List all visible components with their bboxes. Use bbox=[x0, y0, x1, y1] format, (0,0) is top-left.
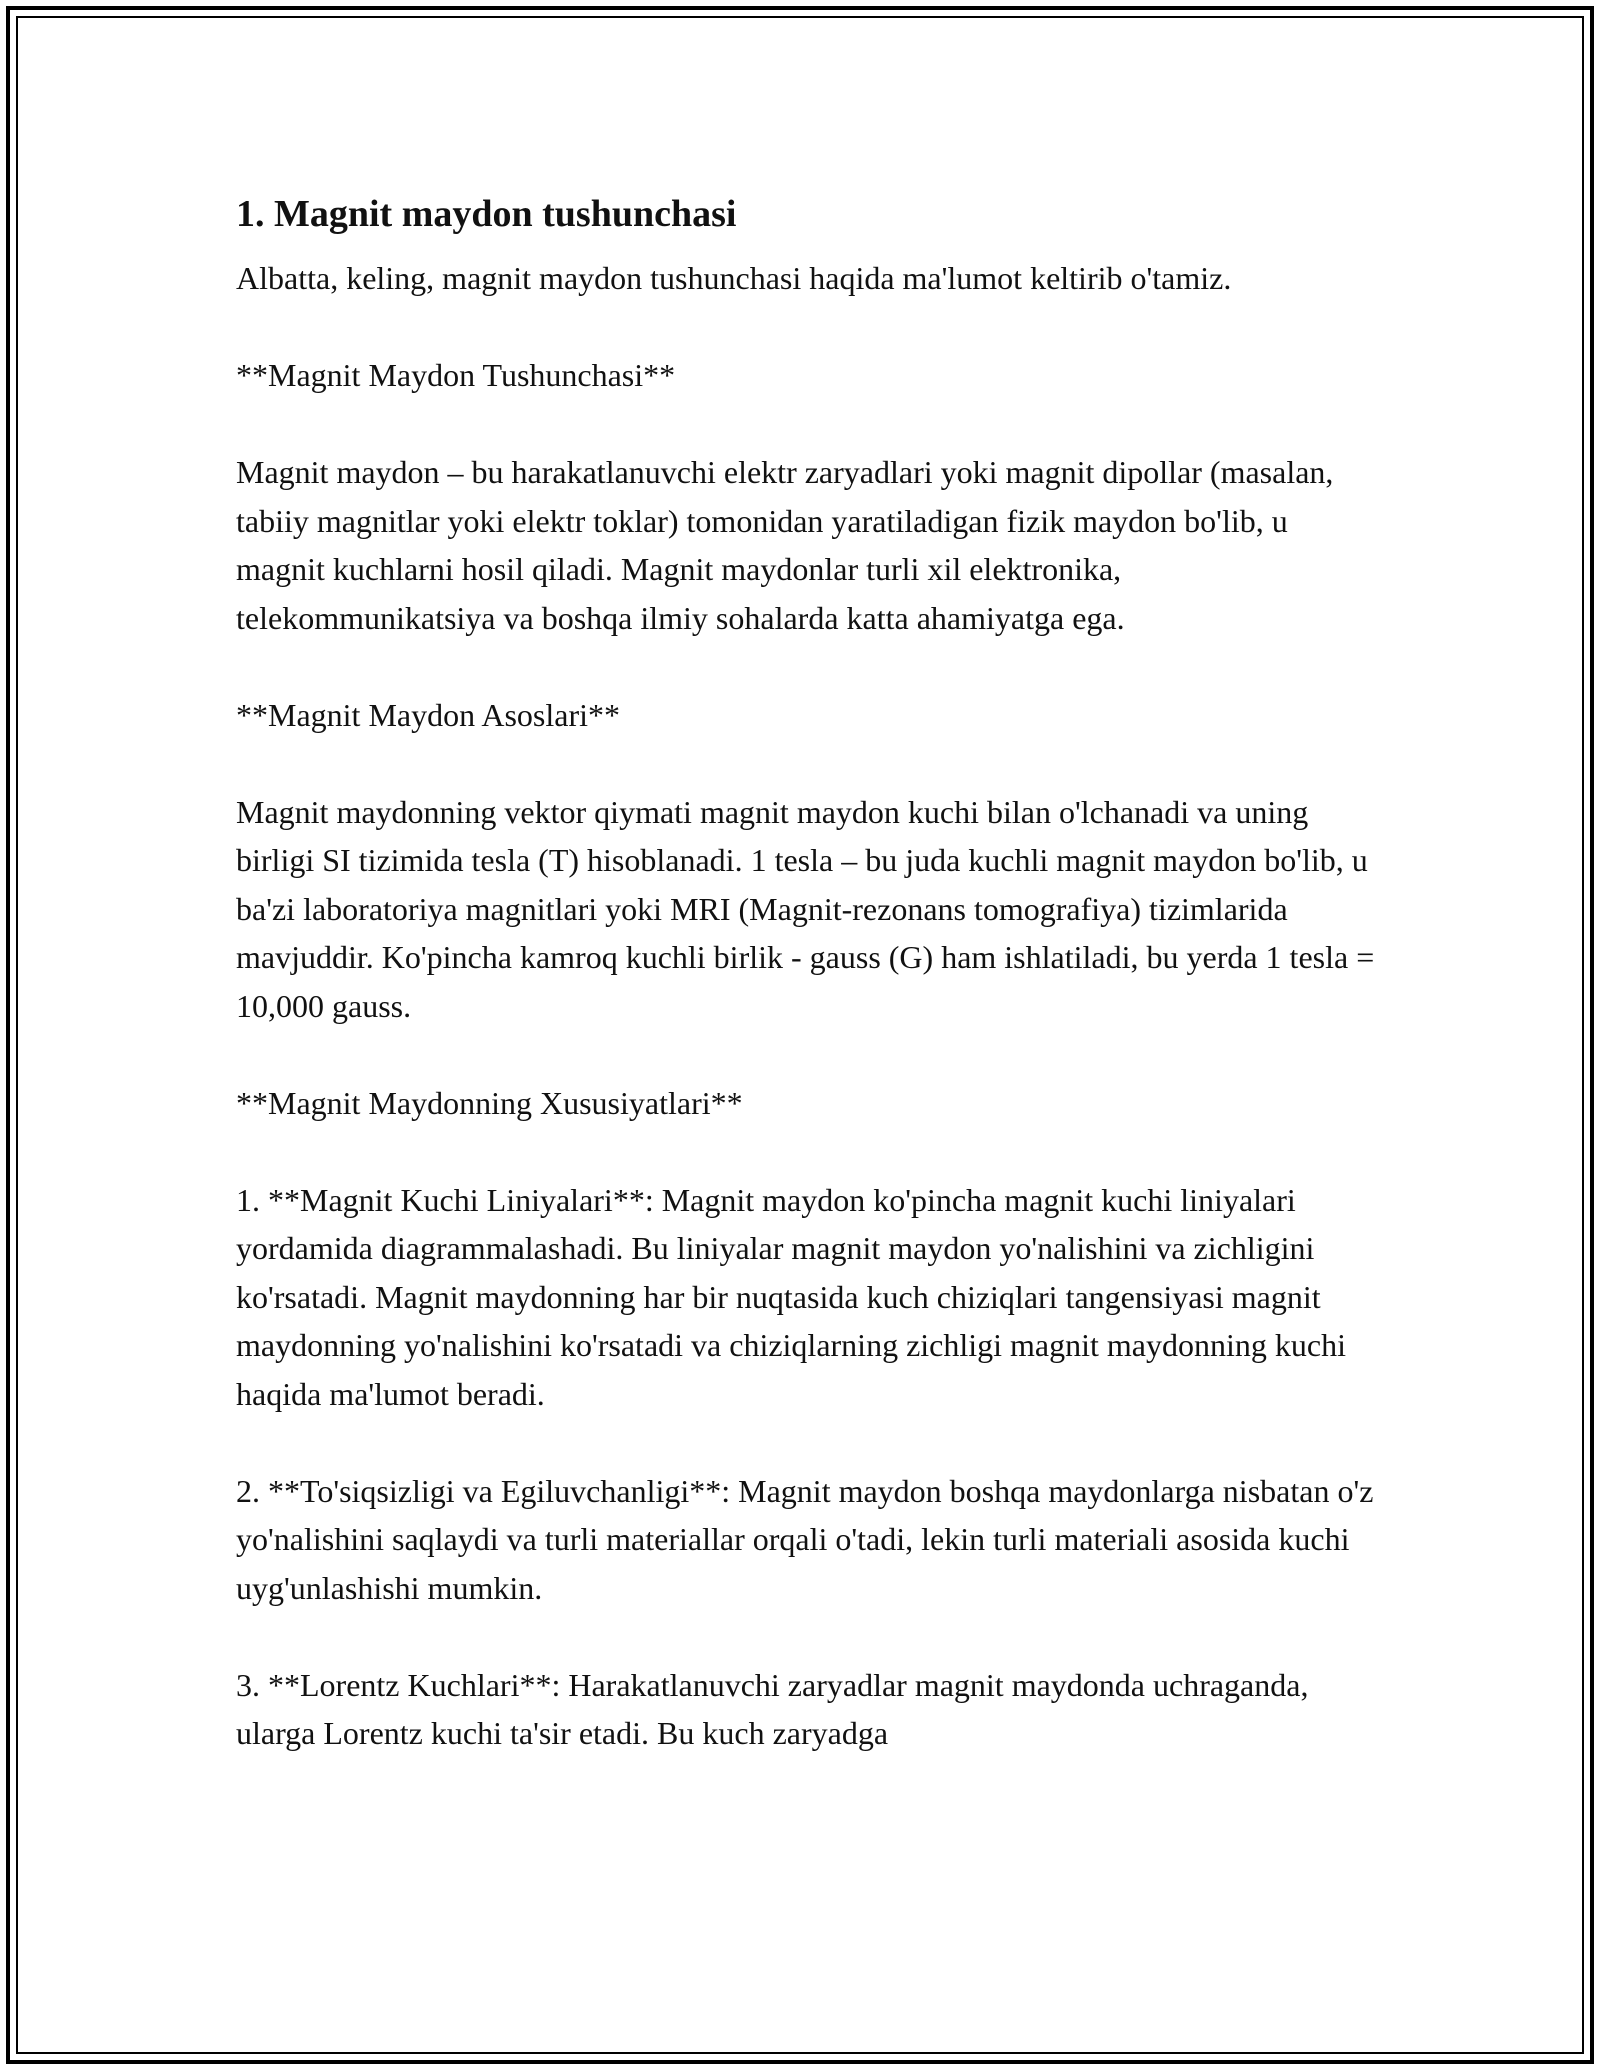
paragraph-units: Magnit maydonning vektor qiymati magnit maydon kuchi bilan o'lchanadi va uning birligi SI tizimida tesla (T) hisoblanadi. 1 tesla – bu juda kuchli magnit maydon bo'lib, u ba'zi laboratoriya magnitlari yoki MRI (Magnit-rezonans tomografiya) tizimlarida mavjuddir. Ko'pincha kamroq kuchli birlik - gauss (G) ham ishlatiladi, bu yerda 1 tesla = 10,000 gauss. bbox=[236, 793, 1375, 1024]
paragraph-definition: Magnit maydon – bu harakatlanuvchi elektr zaryadlari yoki magnit dipollar (masalan, tabiiy magnitlar yoki elektr toklar) tomonidan yaratiladigan fizik maydon bo'lib, u magnit kuchlarni hosil qiladi. Magnit maydonlar turli xil elektronika, telekommunikatsiya va boshqa ilmiy sohalarda katta ahamiyatga ega. bbox=[236, 454, 1334, 636]
paragraph-heading-tushunchasi: **Magnit Maydon Tushunchasi** bbox=[236, 357, 676, 393]
paragraph-heading-xususiyatlari: **Magnit Maydonning Xususiyatlari** bbox=[236, 1084, 743, 1121]
document-title: 1. Magnit maydon tushunchasi bbox=[236, 193, 737, 235]
paragraph-item-2: 2. **To'siqsizligi va Egiluvchanligi**: Magnit maydon boshqa maydonlarga nisbatan o'z yo'nalishini saqlaydi va turli materiallar orqali o'tadi, lekin turli materiali asosida kuchi uyg'unlashishi mumkin. bbox=[236, 1472, 1374, 1606]
document-body bbox=[236, 188, 1376, 1758]
paragraph-intro: Albatta, keling, magnit maydon tushunchasi haqida ma'lumot keltirib o'tamiz. bbox=[236, 260, 1232, 296]
paragraph-item-1: 1. **Magnit Kuchi Liniyalari**: Magnit maydon ko'pincha magnit kuchi liniyalari yordamida diagrammalashadi. Bu liniyalar magnit maydon yo'nalishini va zichligini ko'rsatadi. Magnit maydonning har bir nuqtasida kuch chiziqlari tangensiyasi magnit maydonning yo'nalishini ko'rsatadi va chiziqlarning zichligi magnit maydonning kuchi haqida ma'lumot beradi. bbox=[236, 1181, 1346, 1412]
paragraph-item-3: 3. **Lorentz Kuchlari**: Harakatlanuvchi zaryadlar magnit maydonda uchraganda, ularga Lorentz kuchi ta'sir etadi. Bu kuch zaryadga bbox=[236, 1666, 1309, 1751]
paragraph-heading-asoslari: **Magnit Maydon Asoslari** bbox=[236, 696, 620, 733]
